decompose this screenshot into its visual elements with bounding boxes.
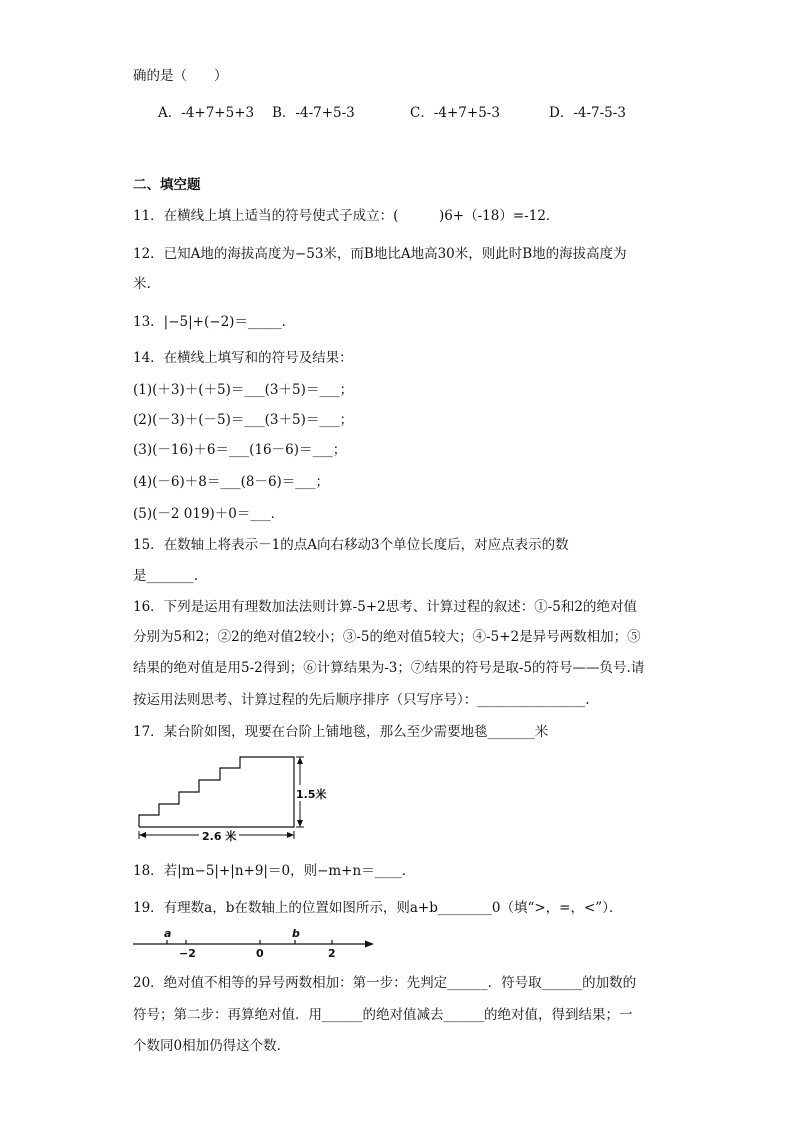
width-arrow-left: [139, 832, 146, 838]
question-13: 13．|−5|+(−2)＝_____．: [133, 314, 296, 330]
question-17: 17．某台阶如图，现要在台阶上铺地毯，那么至少需要地毯_______米: [133, 724, 549, 740]
height-arrow-bottom: [297, 820, 303, 827]
question-20-line-1: 20．绝对值不相等的异号两数相加：第一步：先判定______．符号取______的加数的: [133, 975, 637, 991]
width-label: 2.6 米: [202, 830, 237, 843]
question-14-item: (5)(－2 019)＋0＝___．: [133, 506, 285, 522]
option-a: A．-4+7+5+3: [158, 105, 255, 121]
staircase-figure: [130, 752, 340, 848]
label-2: 2: [328, 947, 336, 960]
question-14-title: 14．在横线上填写和的符号及结果：: [133, 350, 353, 366]
question-14-item: (2)(－3)＋(－5)＝___(3＋5)＝___；: [133, 412, 354, 428]
question-20-line-3: 个数同0相加仍得这个数．: [133, 1038, 291, 1054]
question-10-tail: 确的是（ ）: [133, 68, 228, 84]
section-heading-fill-in: 二、填空题: [133, 177, 201, 193]
option-c: C．-4+7+5-3: [410, 105, 500, 121]
staircase-outline: [139, 757, 294, 827]
label-b: b: [292, 927, 300, 940]
question-20-line-2: 符号；第二步：再算绝对值．用______的绝对值减去______的绝对值，得到结果；一: [133, 1007, 633, 1023]
question-18: 18．若|m−5|+|n+9|＝0，则−m+n＝____．: [133, 863, 416, 879]
option-b: B．-4-7+5-3: [272, 105, 355, 121]
width-arrow-right: [287, 832, 294, 838]
question-12-line-1: 12．已知A地的海拔高度为−53米，而B地比A地高30米，则此时B地的海拔高度为: [133, 246, 627, 262]
question-16-line-4: 按运用法则思考、计算过程的先后顺序排序（只写序号）：________________.: [133, 692, 590, 708]
question-12-line-2: 米.: [133, 276, 151, 292]
question-14-item: (4)(－6)＋8＝___(8－6)＝___；: [133, 474, 330, 490]
question-14-item: (3)(－16)＋6＝___(16－6)＝___；: [133, 442, 347, 458]
question-19: 19．有理数a，b在数轴上的位置如图所示，则a+b________0（填“>，=，<”）．: [133, 900, 623, 916]
label-0: 0: [256, 947, 264, 960]
number-line-figure: [130, 924, 380, 960]
question-16-line-1: 16．下列是运用有理数加法法则计算-5+2思考、计算过程的叙述：①-5和2的绝对值: [133, 599, 637, 615]
question-15-line-1: 15．在数轴上将表示－1的点A向右移动3个单位长度后，对应点表示的数: [133, 537, 569, 553]
question-11: 11．在横线上填上适当的符号使式子成立：( )6+（-18）=-12．: [133, 208, 560, 224]
option-d: D．-4-7-5-3: [549, 105, 626, 121]
label-a: a: [164, 927, 172, 940]
question-16-line-3: 结果的绝对值是用5-2得到；⑥计算结果为-3；⑦结果的符号是取-5的符号——负号.请: [133, 660, 645, 676]
question-14-item: (1)(＋3)＋(＋5)＝___(3＋5)＝___；: [133, 382, 354, 398]
height-arrow-top: [297, 757, 303, 764]
label-neg2: −2: [179, 947, 196, 960]
question-15-line-2: 是_______.: [133, 568, 199, 584]
number-line-arrow: [365, 941, 374, 948]
question-16-line-2: 分别为5和2；②2的绝对值2较小；③-5的绝对值5较大；④-5+2是异号两数相加；⑤: [133, 629, 641, 645]
height-label: 1.5米: [296, 788, 327, 801]
